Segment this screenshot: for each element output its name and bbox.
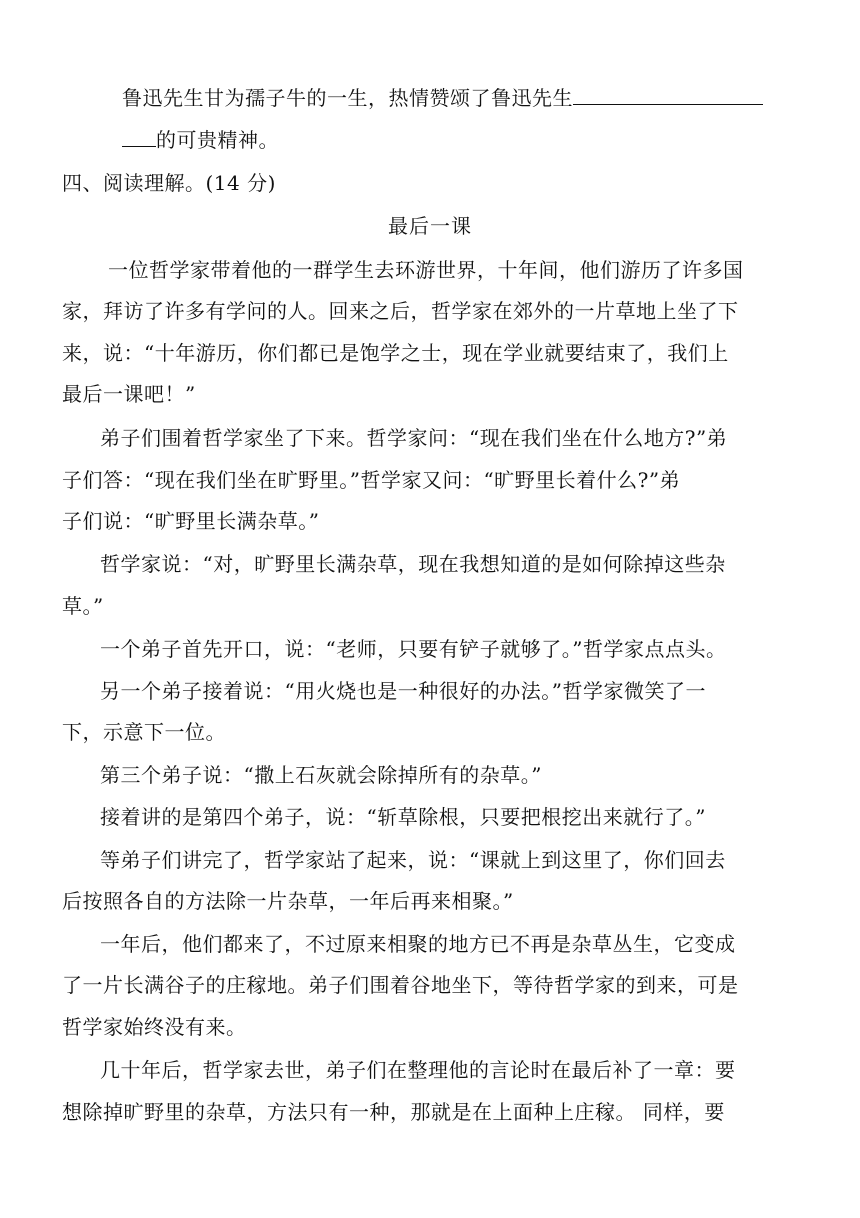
article-line: 想除掉旷野里的杂草，方法只有一种，那就是在上面种上庄稼。 同样，要 bbox=[62, 1100, 725, 1124]
article-line: 几十年后，哲学家去世，弟子们在整理他的言论时在最后补了一章：要 bbox=[100, 1058, 736, 1082]
article-line: 等弟子们讲完了，哲学家站了起来，说：“课就上到这里了，你们回去 bbox=[100, 848, 726, 872]
article-line: 一位哲学家带着他的一群学生去环游世界，十年间，他们游历了许多国 bbox=[108, 258, 744, 282]
article-line: 一年后，他们都来了，不过原来相聚的地方已不再是杂草丛生，它变成 bbox=[100, 932, 736, 956]
article-line: 哲学家始终没有来。 bbox=[62, 1015, 247, 1039]
article-line: 下，示意下一位。 bbox=[62, 720, 226, 744]
article-title: 最后一课 bbox=[388, 214, 472, 238]
article-line: 接着讲的是第四个弟子，说：“斩草除根，只要把根挖出来就行了。” bbox=[100, 805, 706, 829]
article-line: 后按照各自的方法除一片杂草，一年后再来相聚。” bbox=[62, 889, 514, 913]
answer-blank-1[interactable] bbox=[573, 84, 763, 105]
section-heading: 四、阅读理解。(14 分) bbox=[62, 171, 276, 195]
article-line: 了一片长满谷子的庄稼地。弟子们围着谷地坐下，等待哲学家的到来，可是 bbox=[62, 973, 739, 997]
article-line: 另一个弟子接着说：“用火烧也是一种很好的办法。”哲学家微笑了一 bbox=[100, 679, 706, 703]
article-line: 子们答：“现在我们坐在旷野里。”哲学家又问：“旷野里长着什么?”弟 bbox=[62, 468, 681, 492]
article-line: 来，说：“十年游历，你们都已是饱学之士，现在学业就要结束了，我们上 bbox=[62, 341, 729, 365]
fill-in-line-1 bbox=[122, 84, 763, 112]
answer-blank-2[interactable] bbox=[122, 126, 156, 147]
fill-in-text-2: 的可贵精神。 bbox=[156, 128, 279, 152]
article-line: 第三个弟子说：“撒上石灰就会除掉所有的杂草。” bbox=[100, 763, 542, 787]
article-line: 家，拜访了许多有学问的人。回来之后，哲学家在郊外的一片草地上坐了下 bbox=[62, 299, 739, 323]
article-line: 草。” bbox=[62, 594, 104, 618]
fill-in-line-2 bbox=[122, 126, 279, 154]
article-line: 弟子们围着哲学家坐了下来。哲学家问：“现在我们坐在什么地方?”弟 bbox=[100, 426, 728, 450]
article-line: 哲学家说：“对，旷野里长满杂草，现在我想知道的是如何除掉这些杂 bbox=[100, 552, 726, 576]
article-line: 一个弟子首先开口，说：“老师，只要有铲子就够了。”哲学家点点头。 bbox=[100, 637, 727, 661]
fill-in-text-1: 鲁迅先生甘为孺子牛的一生，热情赞颂了鲁迅先生 bbox=[122, 86, 573, 110]
article-line: 最后一课吧！” bbox=[62, 382, 196, 406]
article-line: 子们说：“旷野里长满杂草。” bbox=[62, 509, 320, 533]
